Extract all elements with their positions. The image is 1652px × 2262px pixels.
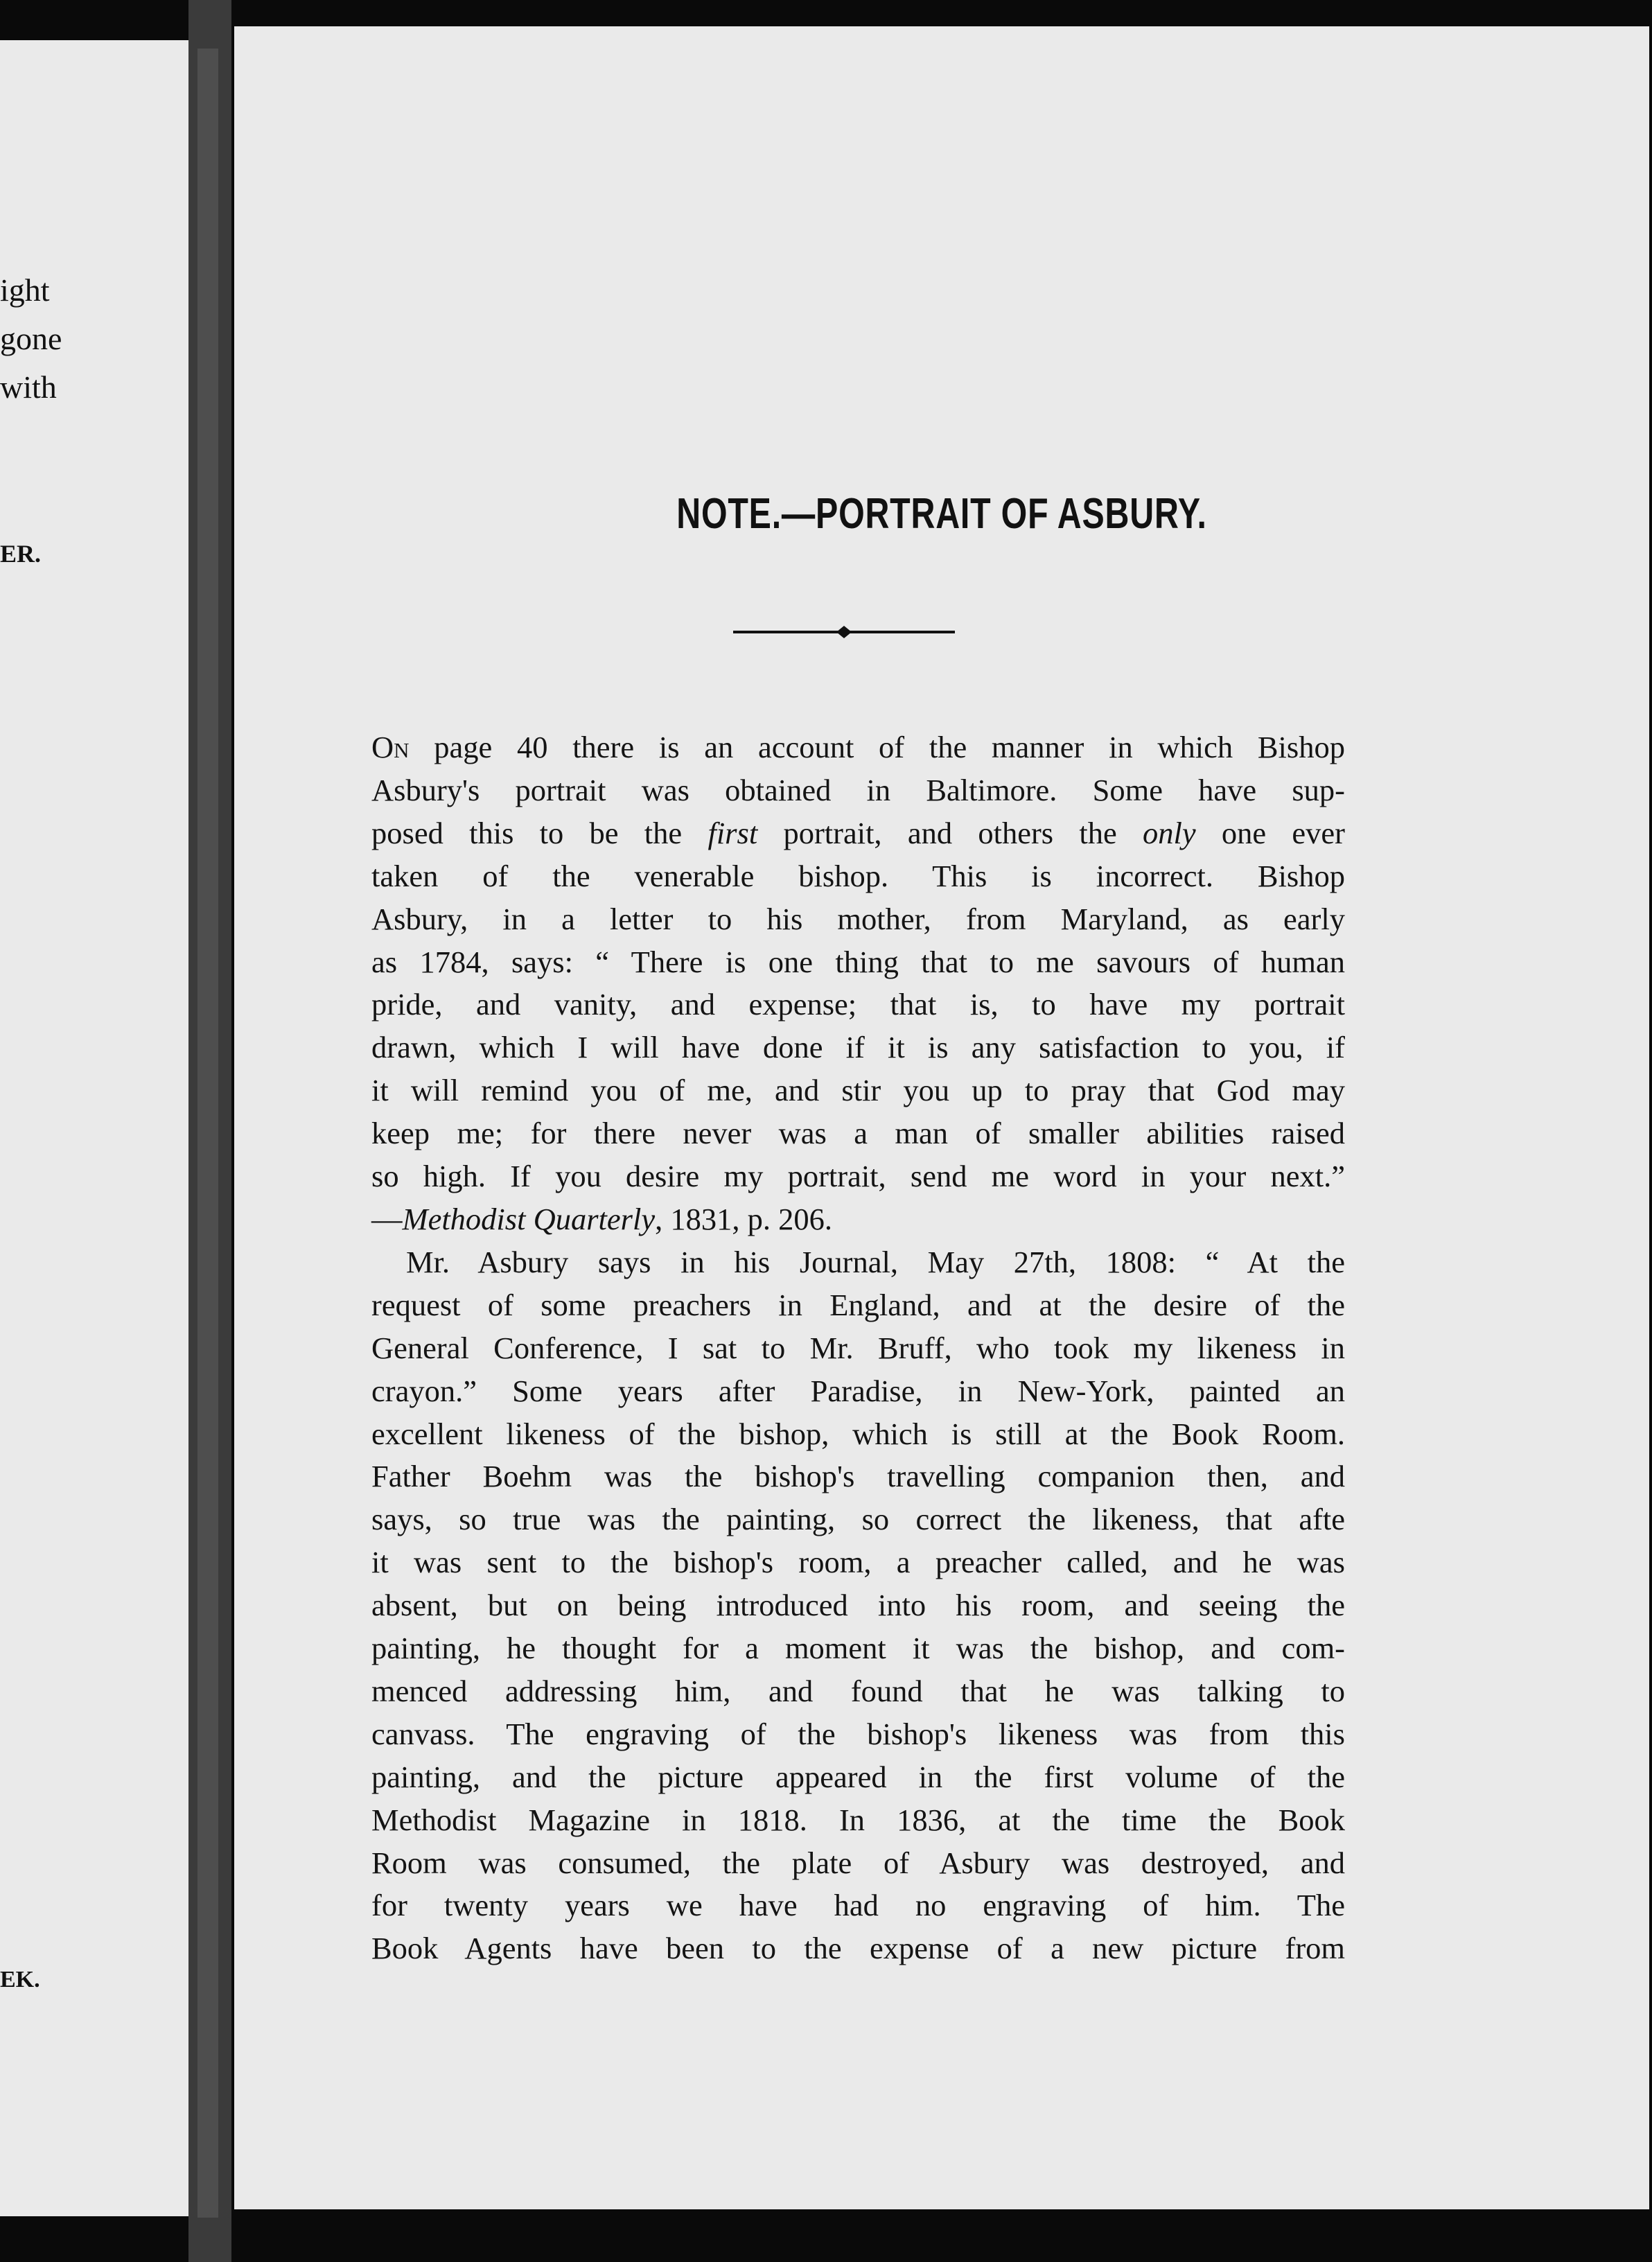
text-line: Room was consumed, the plate of Asbury was destroyed, and: [371, 1845, 1345, 1880]
text-line: as 1784, says: “ There is one thing that to me savours of human: [371, 944, 1345, 979]
facing-page-signature: ER.: [0, 540, 42, 568]
page-title: NOTE.—PORTRAIT OF ASBURY.: [676, 490, 1207, 538]
facing-page-text: with: [0, 369, 57, 405]
text-line: request of some preachers in England, and at the desire of the: [371, 1287, 1345, 1322]
ornament-rule-icon: [733, 624, 955, 640]
body-text: [371, 726, 1345, 1970]
text-line: Book Agents have been to the expense of a new picture from: [371, 1931, 1345, 1966]
text-line: menced addressing him, and found that he was talking to: [371, 1673, 1345, 1708]
text-line: General Conference, I sat to Mr. Bruff, who took my likeness in: [371, 1330, 1345, 1365]
text-line: crayon.” Some years after Paradise, in New-York, painted an: [371, 1373, 1345, 1408]
text-line: Methodist Magazine in 1818. In 1836, at the time the Book: [371, 1802, 1345, 1837]
facing-page-fragment: [0, 40, 188, 2216]
text-line: keep me; for there never was a man of smaller abilities raised: [371, 1116, 1345, 1151]
text-line: painting, and the picture appeared in the first volume of the: [371, 1759, 1345, 1794]
text-line: absent, but on being introduced into his room, and seeing the: [371, 1588, 1345, 1623]
text-line: Asbury's portrait was obtained in Baltimore. Some have sup-: [371, 772, 1345, 807]
citation-line: —Methodist Quarterly, 1831, p. 206.: [371, 1201, 832, 1236]
text-line: canvass. The engraving of the bishop's likeness was from this: [371, 1716, 1345, 1751]
facing-page-signature: EK.: [0, 1967, 40, 1992]
text-line: posed this to be the first portrait, and others the only one ever: [371, 815, 1346, 850]
facing-page-text: gone: [0, 321, 62, 356]
book-gutter-shadow: [197, 49, 218, 2218]
text-line: says, so true was the painting, so correct the likeness, that afte: [371, 1502, 1345, 1537]
text-line: pride, and vanity, and expense; that is, to have my portrait: [371, 987, 1345, 1022]
text-line: Mr. Asbury says in his Journal, May 27th, 1808: “ At the: [406, 1244, 1345, 1279]
text-line: it was sent to the bishop's room, a preacher called, and he was: [371, 1545, 1345, 1580]
document-page: [234, 26, 1649, 2209]
text-line: Father Boehm was the bishop's travelling companion then, and: [371, 1459, 1345, 1494]
text-line: so high. If you desire my portrait, send me word in your next.”: [371, 1159, 1345, 1194]
text-line: On page 40 there is an account of the manner in which Bishop: [371, 730, 1345, 764]
text-line: drawn, which I will have done if it is any satisfaction to you, if: [371, 1030, 1345, 1065]
text-line: Asbury, in a letter to his mother, from Maryland, as early: [371, 901, 1345, 936]
facing-page-text: ight: [0, 272, 50, 308]
text-line: it will remind you of me, and stir you up to pray that God may: [371, 1073, 1345, 1108]
text-line: excellent likeness of the bishop, which is still at the Book Room.: [371, 1416, 1345, 1451]
text-line: taken of the venerable bishop. This is incorrect. Bishop: [371, 858, 1345, 893]
text-line: for twenty years we have had no engraving of him. The: [371, 1888, 1345, 1923]
text-line: painting, he thought for a moment it was the bishop, and com-: [371, 1631, 1345, 1666]
